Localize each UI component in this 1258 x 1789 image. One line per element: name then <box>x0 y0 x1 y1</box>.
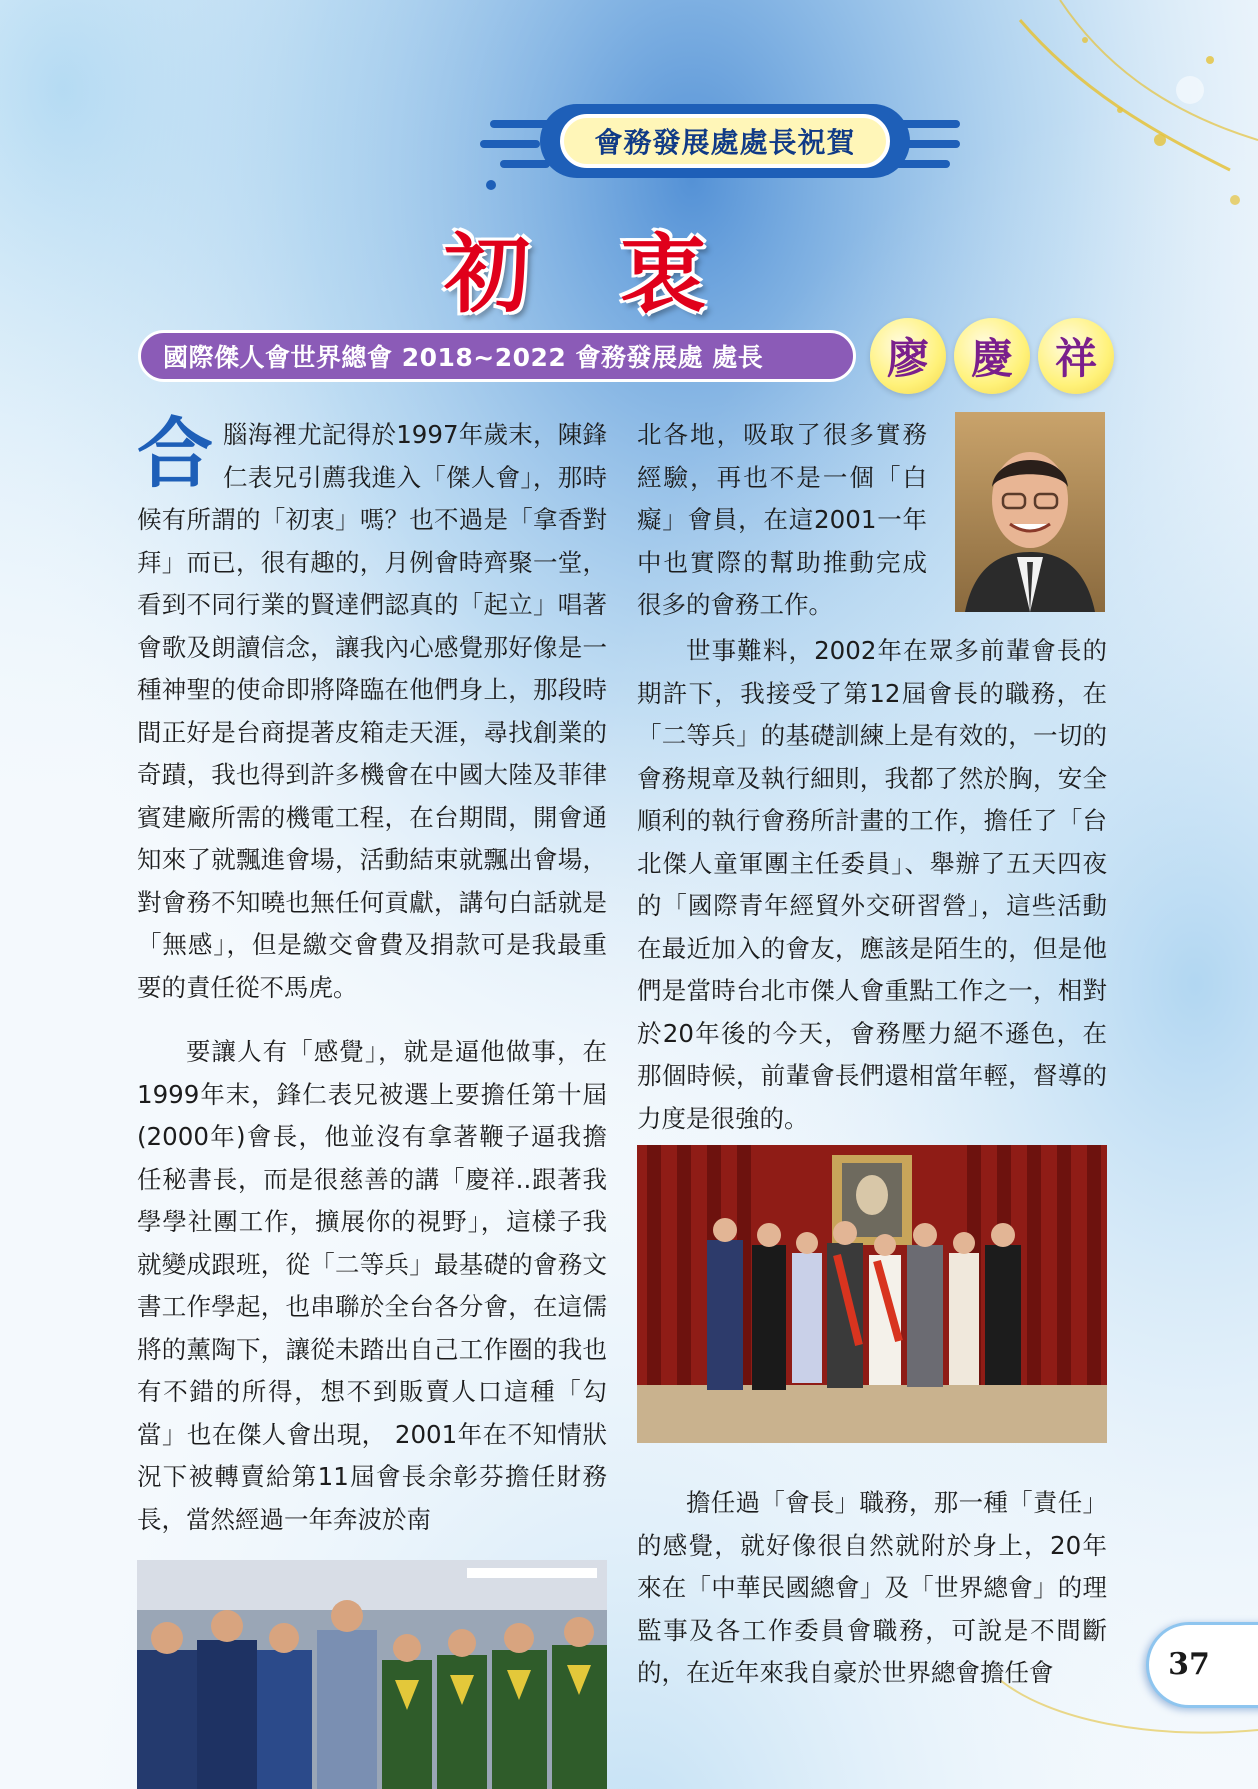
body-paragraph: 世事難料，2002年在眾多前輩會長的期許下，我接受了第12屆會長的職務，在「二等兵」的基礎訓練上是有效的，一切的會務規章及執行細則，我都了然於胸，安全順利的執行會務所計畫的工作，擔任了「台北傑人童軍團主任委員」、舉辦了五天四夜的「國際青年經貿外交研習營」，這些活動在最近加入的會友，應該是陌生的，但是他們是當時台北市傑人會重點工作之一，相對於20年後的今天，會務壓力絕不遜色，在那個時候，前輩會長們還相當年輕，督導的力度是很強的。 <box>637 636 1107 1133</box>
page-number: 37 <box>1168 1647 1210 1682</box>
body-paragraph: 擔任過「會長」職務，那一種「責任」的感覺，就好像很自然就附於身上，20年來在「中華民國總會」及「世界總會」的理監事及各工作委員會職務，可說是不間斷的，在近年來我自豪於世界總會擔任會 <box>637 1488 1107 1687</box>
drop-cap: 合 <box>137 409 213 498</box>
right-column-bottom <box>637 1482 1107 1695</box>
author-name-char: 慶 <box>954 318 1030 394</box>
section-label: 會務發展處處長祝賀 <box>560 114 890 168</box>
scouts-group-photo <box>137 1560 607 1789</box>
author-portrait-photo <box>955 412 1105 612</box>
author-name-char: 廖 <box>870 318 946 394</box>
body-paragraph: 北各地，吸取了很多實務經驗，再也不是一個「白癡」會員，在這2001一年中也實際的幫助推動完成很多的會務工作。 <box>637 420 927 619</box>
right-column-top <box>637 414 927 627</box>
author-name <box>870 318 1120 396</box>
ceremony-group-photo <box>637 1145 1107 1443</box>
body-paragraph: 要讓人有「感覺」，就是逼他做事，在1999年末，鋒仁表兄被選上要擔任第十屆(2000年)會長，他並沒有拿著鞭子逼我擔任秘書長，而是很慈善的講「慶祥..跟著我學學社團工作，擴展你的視野」，這樣子我就變成跟班，從「二等兵」最基礎的會務文書工作學起，也串聯於全台各分會，在這儒將的薰陶下，讓從未踏出自己工作圈的我也有不錯的所得，想不到販賣人口這種「勾當」也在傑人會出現， 2001年在不知情狀況下被轉賣給第11屆會長余彰芬擔任財務長，當然經過一年奔波於南 <box>137 1037 607 1534</box>
section-banner <box>480 82 960 200</box>
author-position: 國際傑人會世界總會 2018~2022 會務發展處 處長 <box>138 330 856 382</box>
article-title: 初衷 <box>444 224 796 325</box>
left-column <box>137 409 607 1541</box>
right-column-middle <box>637 630 1107 1140</box>
body-paragraph: 腦海裡尤記得於1997年歲末，陳鋒仁表兄引薦我進入「傑人會」，那時候有所謂的「初衷」嗎？也不過是「拿香對拜」而已，很有趣的，月例會時齊聚一堂，看到不同行業的賢達們認真的「起立」唱著會歌及朗讀信念，讓我內心感覺那好像是一種神聖的使命即將降臨在他們身上，那段時間正好是台商提著皮箱走天涯，尋找創業的奇蹟，我也得到許多機會在中國大陸及菲律賓建廠所需的機電工程，在台期間，開會通知來了就飄進會場，活動結束就飄出會場，對會務不知曉也無任何貢獻，講句白話就是「無感」，但是繳交會費及捐款可是我最重要的責任從不馬虎。 <box>137 420 607 1002</box>
author-name-char: 祥 <box>1038 318 1114 394</box>
